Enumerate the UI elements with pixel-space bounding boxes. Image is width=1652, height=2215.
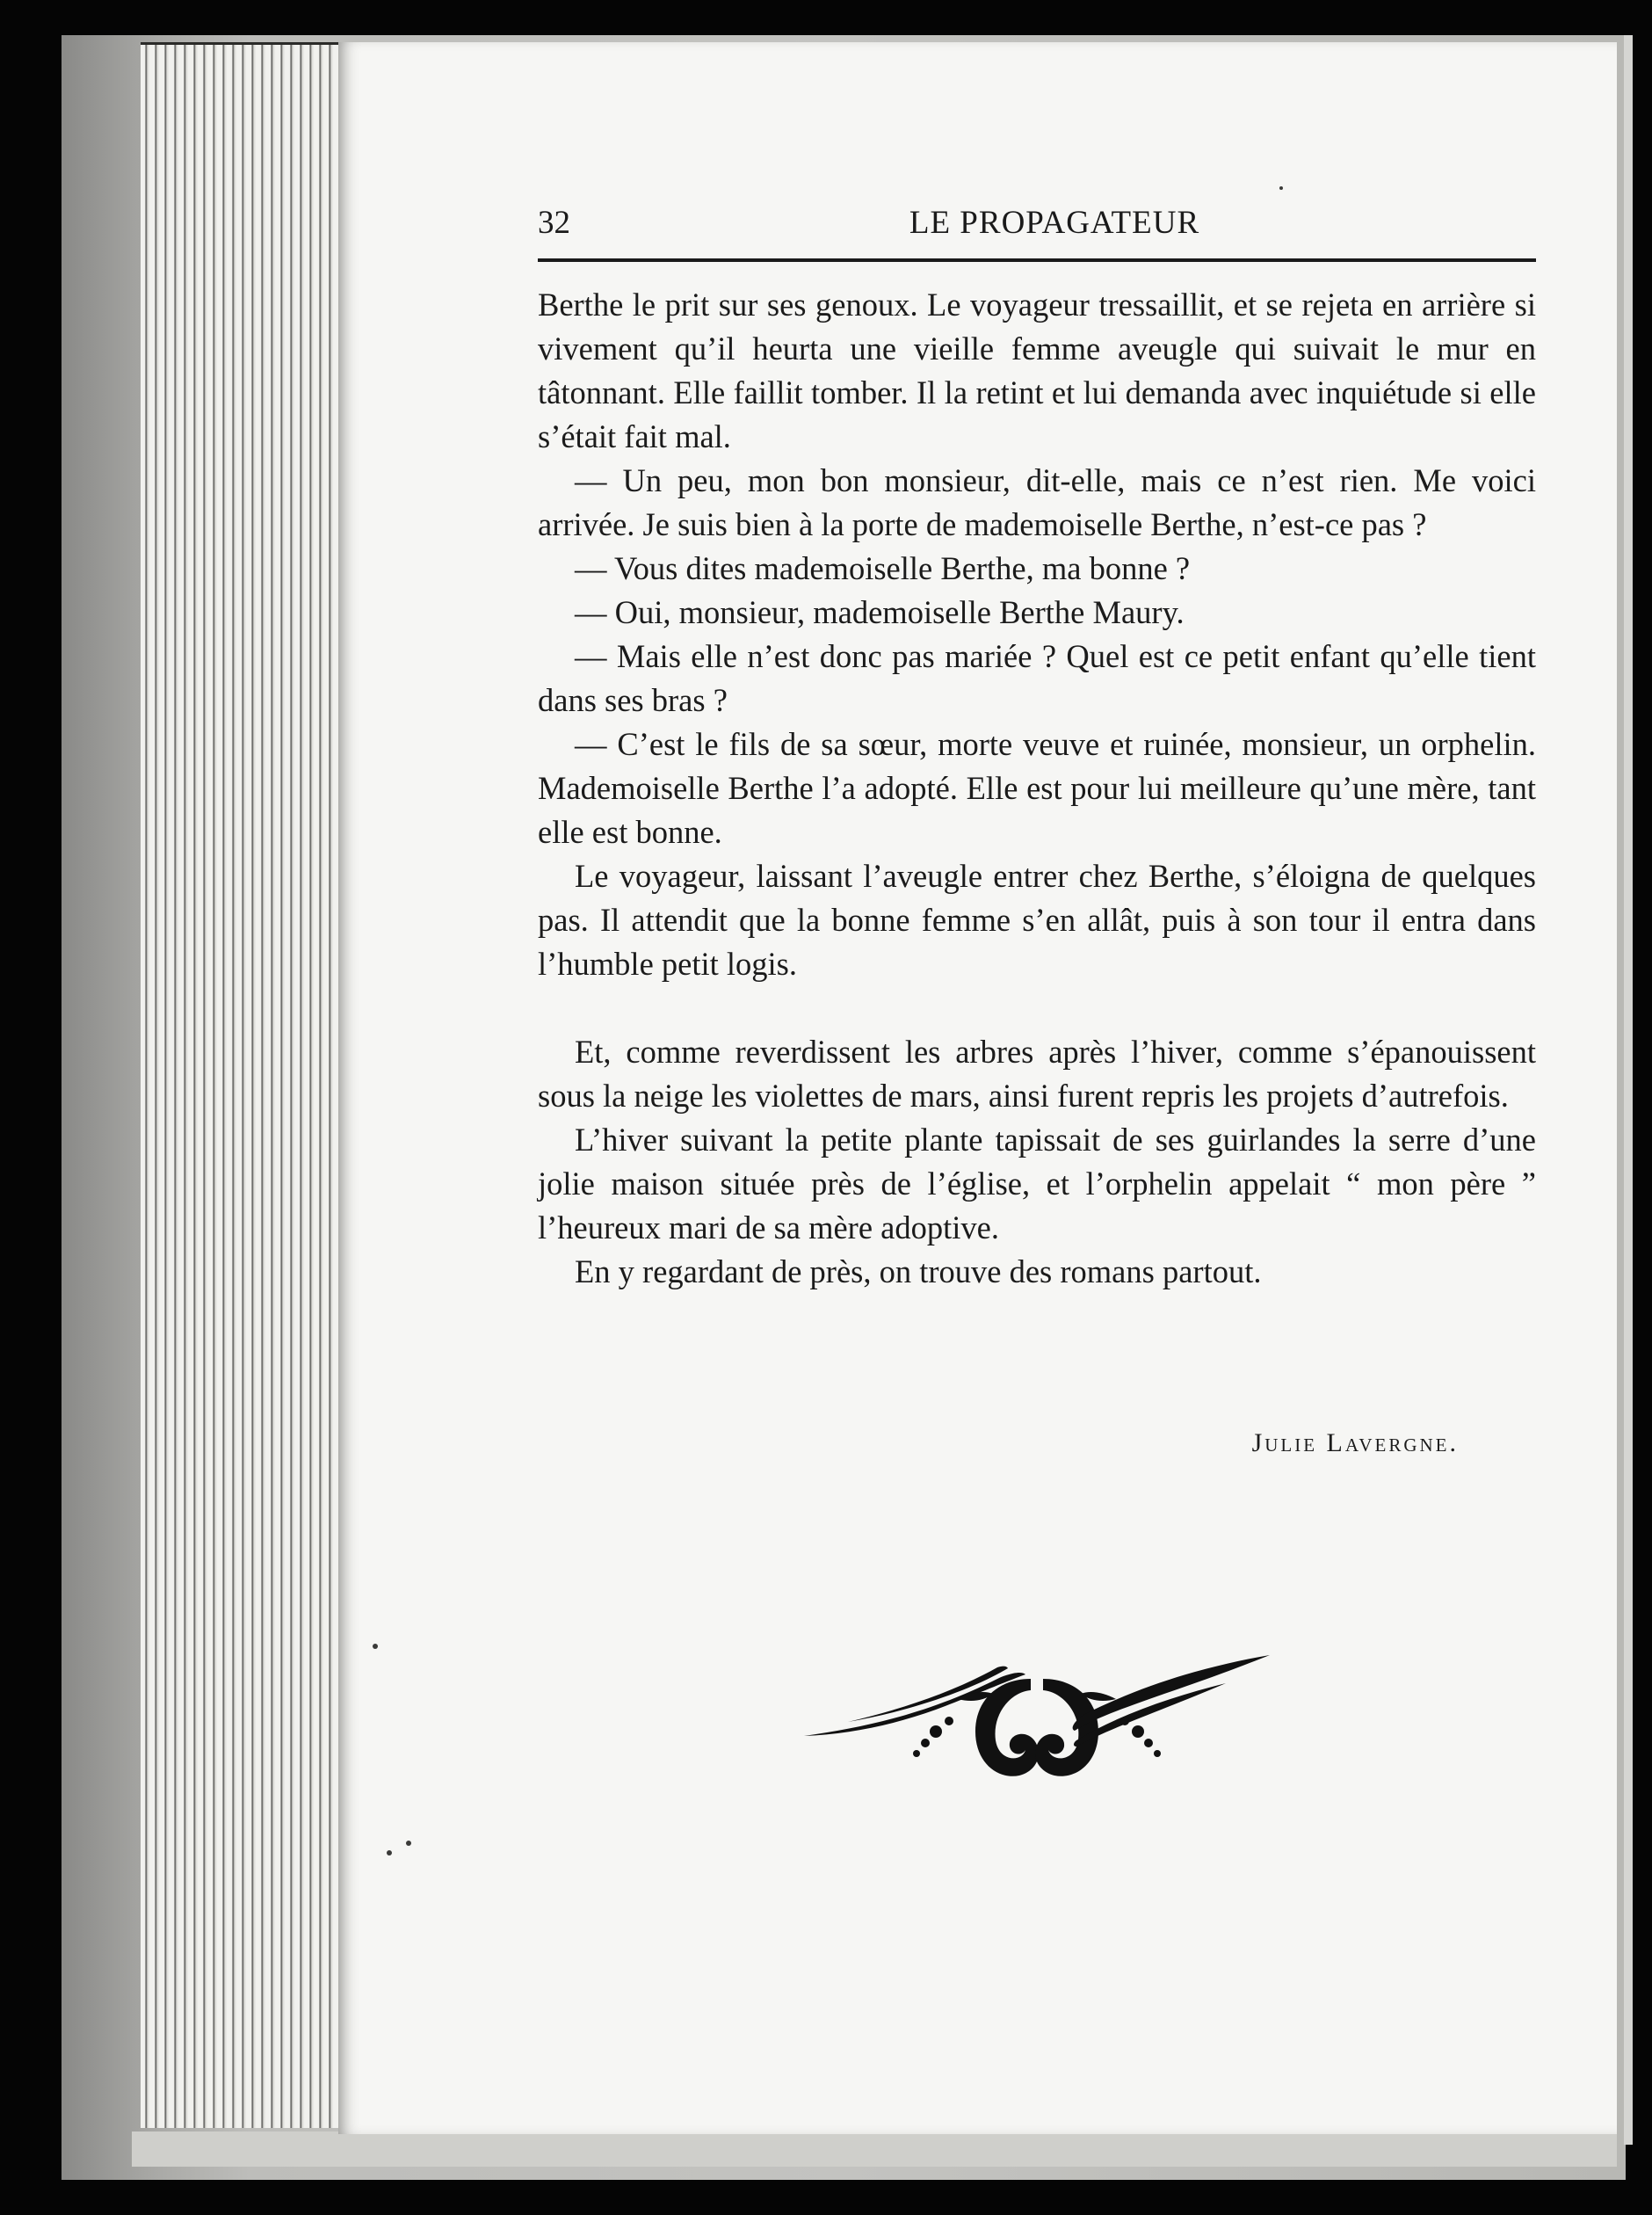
header-rule: [538, 258, 1536, 262]
author-signature: Julie Lavergne.: [1251, 1428, 1459, 1457]
body-text: [538, 283, 1536, 1294]
paragraph: — Vous dites mademoiselle Berthe, ma bonne ?: [575, 550, 1191, 586]
paragraph: — Un peu, mon bon monsieur, dit-elle, mais ce n’est rien. Me voici arrivée. Je suis bien à la porte de mademoiselle Berthe, n’est-ce pas ?: [538, 462, 1536, 542]
right-page-strip: [1624, 35, 1633, 2145]
paragraph: Et, comme reverdissent les arbres après l’hiver, comme s’épanouissent sous la neige les violettes de mars, ainsi furent repris les projets d’autrefois.: [538, 1034, 1536, 1114]
paragraph: Berthe le prit sur ses genoux. Le voyageur tressaillit, et se rejeta en arrière si vivement qu’il heurta une vieille femme aveugle qui suivait le mur en tâtonnant. Elle faillit tomber. Il la retint et lui demanda avec inquiétude si elle s’était fait mal.: [538, 287, 1536, 454]
ornament-flourish-icon: [795, 1630, 1279, 1789]
scan-speck: [406, 1841, 411, 1846]
scan-speck: [1279, 186, 1283, 190]
running-title: LE PROPAGATEUR: [909, 205, 1200, 241]
paragraph: — C’est le fils de sa sœur, morte veuve et ruinée, monsieur, un orphelin. Mademoiselle Berthe l’a adopté. Elle est pour lui meilleure qu’une mère, tant elle est bonne.: [538, 726, 1536, 850]
paragraph: — Oui, monsieur, mademoiselle Berthe Maury.: [575, 594, 1185, 630]
paragraph: — Mais elle n’est donc pas mariée ? Quel est ce petit enfant qu’elle tient dans ses bras ?: [538, 638, 1536, 718]
book-bottom-edge: [132, 2131, 1617, 2167]
page-edges: [141, 42, 343, 2128]
scan-speck: [387, 1850, 392, 1856]
page-header: [538, 195, 1536, 248]
paragraph: Le voyageur, laissant l’aveugle entrer chez Berthe, s’éloigna de quelques pas. Il attendit que la bonne femme s’en allât, puis à son tour il entra dans l’humble petit logis.: [538, 858, 1536, 982]
scan-speck: [373, 1644, 378, 1649]
paragraph: En y regardant de près, on trouve des romans partout.: [575, 1253, 1262, 1289]
paragraph: L’hiver suivant la petite plante tapissait de ses guirlandes la serre d’une jolie maison située près de l’église, et l’orphelin appelait “ mon père ” l’heureux mari de sa mère adoptive.: [538, 1122, 1536, 1245]
page-number: 32: [538, 205, 570, 241]
